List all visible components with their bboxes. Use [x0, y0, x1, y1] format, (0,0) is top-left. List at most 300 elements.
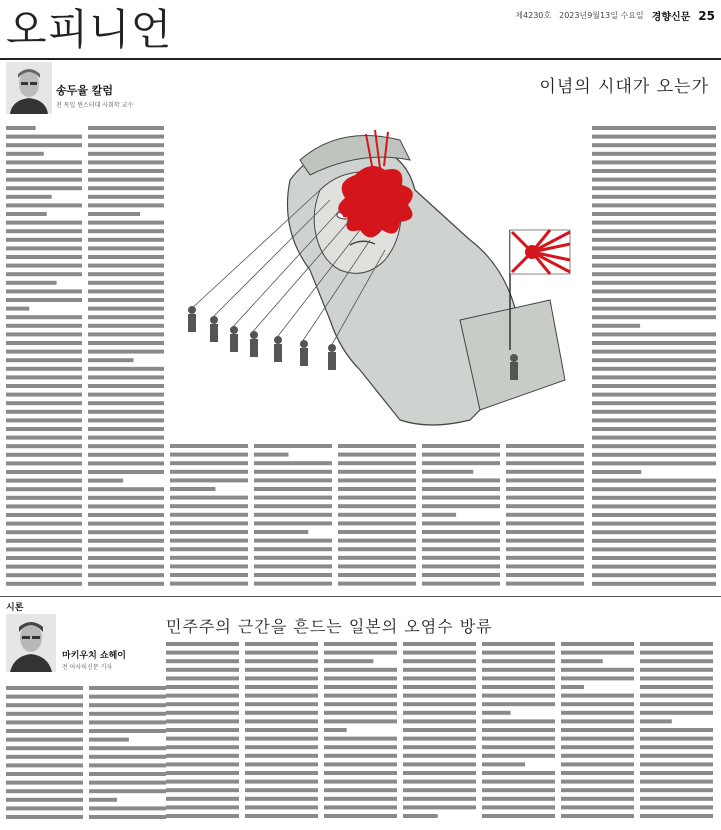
text-line: [88, 582, 164, 586]
text-line: [592, 539, 716, 543]
text-line: [6, 556, 82, 560]
text-line: [592, 401, 716, 405]
text-line: [592, 178, 716, 182]
text-line: [324, 642, 397, 646]
text-line: [6, 350, 82, 354]
text-line: [6, 763, 83, 767]
text-line: [170, 470, 248, 474]
text-line: [324, 711, 397, 715]
text-line: [170, 453, 248, 457]
text-line: [245, 805, 318, 809]
text-line: [166, 780, 239, 784]
text-line: [422, 513, 456, 517]
text-line: [6, 195, 52, 199]
text-line: [482, 762, 525, 766]
text-line: [482, 659, 555, 663]
text-line: [170, 504, 248, 508]
text-line: [592, 169, 716, 173]
text-line: [89, 798, 117, 802]
text-line: [6, 530, 82, 534]
author-photo: [6, 614, 56, 672]
section-title: 오피니언: [6, 5, 173, 54]
text-line: [640, 659, 713, 663]
text-line: [640, 651, 713, 655]
text-line: [592, 315, 716, 319]
text-line: [592, 479, 716, 483]
text-line: [592, 375, 716, 379]
text-line: [338, 461, 416, 465]
body-text-lines: [6, 684, 166, 824]
text-line: [6, 384, 82, 388]
author-photo: [6, 62, 52, 114]
text-line: [324, 728, 347, 732]
text-line: [422, 556, 500, 560]
text-line: [482, 685, 555, 689]
text-line: [166, 702, 239, 706]
author-title: 전 아사히신문 기자: [62, 664, 113, 671]
text-line: [245, 797, 318, 801]
text-line: [640, 685, 713, 689]
text-line: [166, 685, 239, 689]
text-line: [324, 788, 397, 792]
text-line: [592, 350, 716, 354]
masthead: [0, 0, 721, 60]
text-line: [422, 444, 500, 448]
text-line: [338, 573, 416, 577]
text-line: [170, 582, 248, 586]
text-line: [170, 513, 248, 517]
text-line: [6, 229, 82, 233]
text-line: [245, 659, 318, 663]
section-divider: [0, 596, 721, 597]
text-line: [338, 470, 416, 474]
text-line: [6, 539, 82, 543]
text-line: [561, 737, 634, 741]
text-line: [245, 719, 318, 723]
text-line: [89, 720, 166, 724]
text-line: [89, 695, 166, 699]
text-line: [338, 547, 416, 551]
article-body-bottom: [170, 442, 590, 586]
text-line: [640, 737, 713, 741]
text-line: [592, 358, 716, 362]
text-line: [88, 332, 164, 336]
text-line: [88, 212, 140, 216]
text-line: [88, 350, 164, 354]
text-line: [88, 324, 164, 328]
text-line: [561, 728, 634, 732]
text-line: [6, 393, 82, 397]
text-line: [88, 410, 164, 414]
text-line: [640, 711, 713, 715]
body-text-lines: [170, 442, 590, 586]
text-line: [506, 582, 584, 586]
text-line: [561, 771, 634, 775]
text-line: [170, 487, 215, 491]
text-line: [403, 737, 476, 741]
text-line: [6, 307, 29, 311]
text-line: [6, 221, 82, 225]
text-line: [324, 745, 397, 749]
text-line: [6, 772, 83, 776]
text-line: [88, 530, 164, 534]
text-line: [166, 805, 239, 809]
text-line: [6, 367, 82, 371]
text-line: [6, 789, 83, 793]
text-line: [6, 358, 82, 362]
text-line: [592, 410, 716, 414]
text-line: [422, 470, 473, 474]
text-line: [592, 453, 716, 457]
text-line: [245, 728, 318, 732]
text-line: [6, 806, 83, 810]
text-line: [640, 814, 713, 818]
text-line: [592, 367, 716, 371]
text-line: [6, 781, 83, 785]
issue-date: 2023년9월13일 수요일: [559, 11, 644, 20]
text-line: [403, 694, 476, 698]
text-line: [482, 668, 555, 672]
text-line: [6, 315, 82, 319]
text-line: [6, 332, 82, 336]
text-line: [338, 521, 416, 525]
text-line: [254, 453, 288, 457]
text-line: [88, 143, 164, 147]
text-line: [170, 556, 248, 560]
text-line: [88, 160, 164, 164]
column-label: 시론: [6, 603, 24, 613]
text-line: [482, 788, 555, 792]
text-line: [592, 427, 716, 431]
text-line: [422, 487, 500, 491]
text-line: [561, 668, 634, 672]
text-line: [403, 797, 476, 801]
text-line: [166, 728, 239, 732]
text-line: [482, 745, 555, 749]
text-line: [592, 461, 716, 465]
text-line: [245, 694, 318, 698]
column-byline: [4, 60, 154, 116]
text-line: [324, 676, 397, 680]
text-line: [561, 651, 634, 655]
text-line: [324, 754, 397, 758]
body-text-lines: [592, 124, 716, 586]
text-line: [561, 797, 634, 801]
text-line: [482, 805, 555, 809]
text-line: [170, 496, 248, 500]
text-line: [88, 436, 164, 440]
text-line: [482, 780, 555, 784]
body-text-lines: [6, 124, 164, 586]
text-line: [338, 564, 416, 568]
text-line: [482, 814, 555, 818]
text-line: [506, 444, 584, 448]
text-line: [6, 496, 82, 500]
text-line: [88, 556, 164, 560]
text-line: [6, 712, 83, 716]
text-line: [6, 160, 82, 164]
text-line: [88, 522, 164, 526]
text-line: [324, 702, 397, 706]
text-line: [6, 272, 82, 276]
text-line: [6, 410, 82, 414]
text-line: [166, 797, 239, 801]
text-line: [166, 668, 239, 672]
text-line: [592, 496, 716, 500]
text-line: [6, 246, 82, 250]
text-line: [561, 694, 634, 698]
text-line: [592, 246, 716, 250]
text-line: [482, 797, 555, 801]
text-line: [403, 719, 476, 723]
text-line: [254, 504, 332, 508]
text-line: [254, 582, 332, 586]
text-line: [88, 401, 164, 405]
text-line: [254, 539, 332, 543]
text-line: [89, 712, 166, 716]
text-line: [88, 539, 164, 543]
author-title: 전 독일 뮌스터대 사회학 교수: [56, 102, 134, 109]
text-line: [592, 332, 716, 336]
text-line: [254, 521, 332, 525]
text-line: [592, 504, 716, 508]
text-line: [506, 573, 584, 577]
text-line: [403, 805, 476, 809]
text-line: [561, 642, 634, 646]
text-line: [482, 711, 511, 715]
text-line: [6, 427, 82, 431]
text-line: [403, 711, 476, 715]
text-line: [88, 358, 134, 362]
text-line: [245, 685, 318, 689]
text-line: [89, 806, 166, 810]
text-line: [403, 728, 476, 732]
text-line: [6, 143, 82, 147]
text-line: [254, 547, 332, 551]
text-line: [6, 298, 82, 302]
text-line: [6, 461, 82, 465]
text-line: [88, 255, 164, 259]
text-line: [592, 393, 716, 397]
text-line: [338, 496, 416, 500]
text-line: [422, 530, 500, 534]
text-line: [88, 513, 164, 517]
text-line: [88, 504, 164, 508]
page-number: 25: [698, 8, 715, 23]
text-line: [324, 737, 397, 741]
text-line: [324, 762, 397, 766]
text-line: [403, 668, 476, 672]
text-line: [592, 238, 716, 242]
text-line: [640, 668, 713, 672]
text-line: [482, 694, 555, 698]
text-line: [245, 754, 318, 758]
newspaper-brand: 경향신문: [651, 12, 691, 23]
text-line: [254, 564, 332, 568]
text-line: [6, 513, 82, 517]
text-line: [89, 729, 166, 733]
text-line: [506, 504, 584, 508]
text-line: [592, 556, 716, 560]
text-line: [6, 487, 82, 491]
text-line: [89, 746, 166, 750]
text-line: [6, 375, 82, 379]
issue-number: 제4230호: [515, 11, 552, 20]
text-line: [245, 780, 318, 784]
text-line: [6, 738, 83, 742]
text-line: [592, 229, 716, 233]
text-line: [6, 522, 82, 526]
text-line: [6, 815, 83, 819]
text-line: [640, 745, 713, 749]
text-line: [561, 711, 634, 715]
text-line: [324, 719, 397, 723]
text-line: [403, 788, 476, 792]
text-line: [254, 478, 332, 482]
text-line: [170, 530, 248, 534]
text-line: [170, 573, 248, 577]
text-line: [592, 186, 716, 190]
text-line: [561, 754, 634, 758]
text-line: [88, 135, 164, 139]
text-line: [6, 289, 82, 293]
text-line: [561, 814, 634, 818]
text-line: [254, 470, 332, 474]
text-line: [89, 755, 166, 759]
text-line: [592, 203, 716, 207]
text-line: [170, 521, 248, 525]
text-line: [88, 229, 164, 233]
text-line: [561, 745, 634, 749]
column-headline: 이념의 시대가 오는가: [539, 77, 709, 97]
text-line: [6, 169, 82, 173]
text-line: [88, 264, 164, 268]
text-line: [245, 737, 318, 741]
text-line: [166, 771, 239, 775]
text-line: [6, 212, 47, 216]
text-line: [640, 754, 713, 758]
text-line: [324, 814, 397, 818]
text-line: [245, 745, 318, 749]
text-line: [254, 487, 332, 491]
text-line: [506, 453, 584, 457]
text-line: [561, 788, 634, 792]
text-line: [6, 547, 82, 551]
text-line: [6, 418, 82, 422]
text-line: [170, 564, 248, 568]
editorial-illustration: [170, 120, 580, 438]
text-line: [6, 324, 82, 328]
body-text-lines: [166, 640, 716, 824]
text-line: [6, 264, 82, 268]
text-line: [506, 521, 584, 525]
text-line: [6, 798, 83, 802]
text-line: [88, 281, 164, 285]
text-line: [89, 815, 166, 819]
text-line: [88, 496, 164, 500]
text-line: [254, 556, 332, 560]
text-line: [592, 513, 716, 517]
text-line: [89, 763, 166, 767]
text-line: [403, 771, 476, 775]
text-line: [592, 135, 716, 139]
text-line: [640, 728, 713, 732]
text-line: [324, 685, 397, 689]
text-line: [482, 754, 555, 758]
text-line: [422, 582, 500, 586]
text-line: [89, 772, 166, 776]
text-line: [6, 281, 57, 285]
text-line: [245, 668, 318, 672]
text-line: [592, 143, 716, 147]
text-line: [422, 564, 500, 568]
text-line: [89, 781, 166, 785]
text-line: [482, 728, 555, 732]
text-line: [592, 436, 716, 440]
text-line: [592, 272, 716, 276]
text-line: [506, 539, 584, 543]
text-line: [88, 272, 164, 276]
text-line: [506, 564, 584, 568]
text-line: [6, 401, 82, 405]
text-line: [592, 195, 716, 199]
text-line: [6, 152, 44, 156]
text-line: [561, 659, 603, 663]
text-line: [88, 479, 123, 483]
text-line: [245, 771, 318, 775]
text-line: [89, 686, 166, 690]
text-line: [88, 152, 164, 156]
text-line: [403, 702, 476, 706]
text-line: [88, 384, 164, 388]
text-line: [324, 771, 397, 775]
text-line: [254, 444, 332, 448]
text-line: [338, 539, 416, 543]
text-line: [640, 771, 713, 775]
text-line: [338, 513, 416, 517]
text-line: [422, 573, 500, 577]
text-line: [245, 762, 318, 766]
text-line: [88, 238, 164, 242]
text-line: [640, 762, 713, 766]
text-line: [592, 307, 716, 311]
text-line: [88, 186, 164, 190]
text-line: [482, 771, 555, 775]
text-line: [6, 746, 83, 750]
text-line: [88, 547, 164, 551]
text-line: [592, 264, 716, 268]
text-line: [338, 582, 416, 586]
text-line: [166, 659, 239, 663]
text-line: [592, 547, 716, 551]
text-line: [88, 453, 164, 457]
text-line: [88, 367, 164, 371]
text-line: [422, 521, 500, 525]
text-line: [422, 539, 500, 543]
text-line: [6, 686, 83, 690]
text-line: [338, 487, 416, 491]
text-line: [592, 281, 716, 285]
text-line: [166, 745, 239, 749]
text-line: [6, 135, 82, 139]
text-line: [245, 676, 318, 680]
text-line: [592, 487, 716, 491]
text-line: [245, 711, 318, 715]
text-line: [561, 805, 634, 809]
text-line: [254, 513, 332, 517]
text-line: [592, 255, 716, 259]
text-line: [422, 547, 500, 551]
